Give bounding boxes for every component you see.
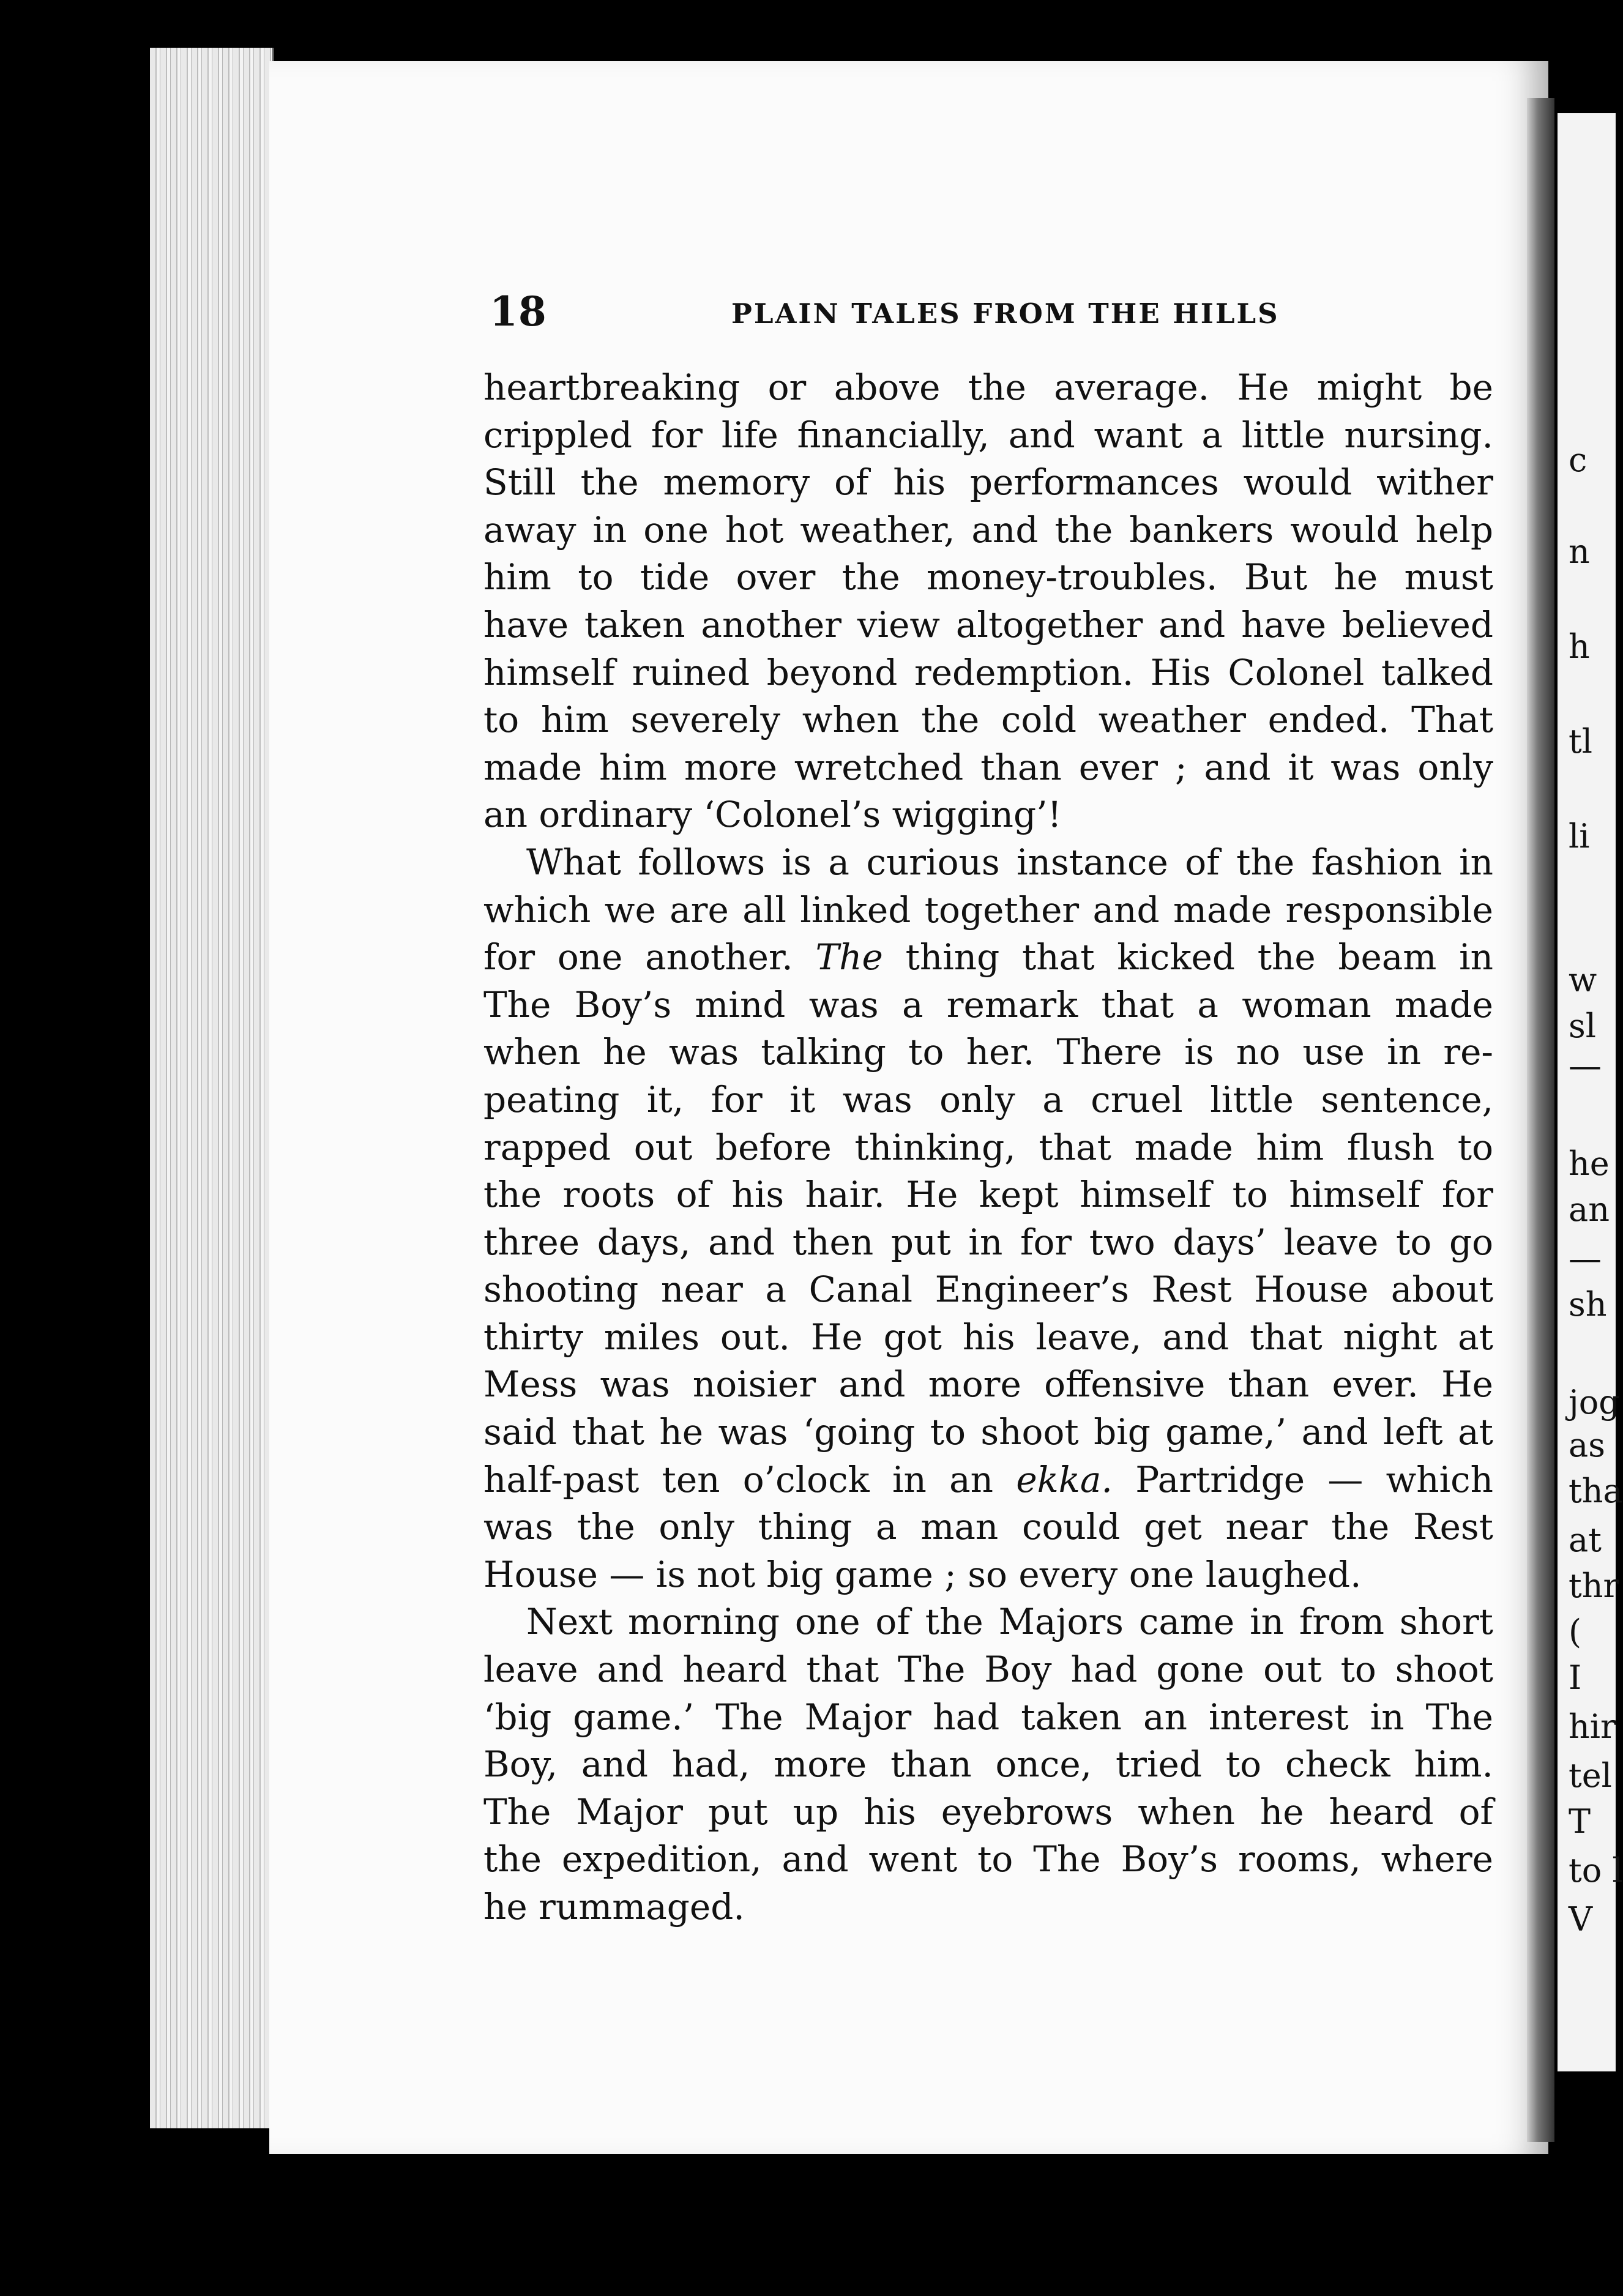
text-line: Next morning one of the Majors came in from short [526,1601,1493,1643]
text-segment: Partridge — which [1135,1458,1494,1500]
facing-fragment: at [1569,1521,1602,1559]
text-line: The Boy’s mind was a remark that a woman made [483,983,1493,1026]
text-line: which we are all linked together and made responsible [483,889,1493,931]
text-line: have taken another view altogether and have believed [483,603,1493,646]
text-line: away in one hot weather, and the bankers would help [483,509,1493,551]
text-segment: for one another. [483,936,793,978]
text-line: The Major put up his eyebrows when he heard of [483,1791,1493,1833]
facing-fragment: tl [1569,722,1592,761]
facing-fragment: as [1569,1426,1605,1464]
text-line: himself ruined beyond redemption. His Colonel talked [483,651,1493,693]
facing-fragment: — [1569,1239,1602,1278]
running-head: PLAIN TALES FROM THE HILLS [731,297,1280,330]
facing-fragment: to l [1569,1851,1623,1890]
book-gutter [1527,98,1554,2142]
text-line-mixed [483,934,1493,982]
text-line: heartbreaking or above the average. He might be [483,367,1493,408]
facing-fragment: ( [1569,1612,1582,1651]
text-line: leave and heard that The Boy had gone out to shoot [483,1649,1493,1691]
text-line: peating it, for it was only a cruel little sentence, [483,1078,1493,1120]
text-line: an ordinary ‘Colonel’s wigging’! [483,794,1062,836]
text-line: Still the memory of his performances would wither [483,461,1493,504]
facing-fragment: sh [1569,1285,1607,1324]
facing-fragment: I [1569,1658,1582,1697]
text-segment: thing that kicked the beam in [905,936,1494,978]
facing-fragment: thr [1569,1567,1619,1605]
facing-fragment: V [1569,1900,1592,1939]
text-segment: half-past ten o’clock in an [483,1458,994,1500]
text-line: said that he was ‘going to shoot big game,’ and left at [483,1411,1493,1453]
text-line: House — is not big game ; so every one laughed. [483,1553,1362,1595]
facing-fragment: jog [1569,1383,1620,1422]
facing-fragment: n [1569,532,1590,571]
text-line: was the only thing a man could get near the Rest [483,1506,1493,1548]
text-line: him to tide over the money-troubles. But he must [483,556,1493,598]
facing-fragment: sl [1569,1007,1596,1045]
facing-fragment: w [1569,961,1597,999]
text-line: the expedition, and went to The Boy’s rooms, where [483,1838,1493,1880]
text-line: Mess was noisier and more offensive than ever. He [483,1363,1493,1406]
facing-fragment: li [1569,817,1590,855]
text-line: shooting near a Canal Engineer’s Rest House about [483,1269,1493,1311]
text-line: three days, and then put in for two days’ leave to go [483,1221,1493,1263]
facing-page-edge [1558,113,1623,2071]
facing-fragment: an [1569,1190,1610,1229]
facing-fragment: he [1569,1144,1610,1183]
text-line: made him more wretched than ever ; and it was only [483,746,1493,788]
facing-fragment: h [1569,627,1590,666]
text-line: when he was talking to her. There is no use in re- [483,1031,1493,1073]
facing-fragment: T [1569,1802,1591,1841]
text-line: Boy, and had, more than once, tried to check him. [483,1743,1493,1786]
italic-word: ekka. [1016,1458,1113,1500]
text-line: to him severely when the cold weather ended. That [483,699,1493,741]
facing-fragment: tha [1569,1472,1623,1510]
italic-emphasis: The [815,936,883,978]
text-line: thirty miles out. He got his leave, and that night at [483,1316,1493,1358]
text-line: the roots of his hair. He kept himself to himself for [483,1174,1493,1216]
facing-fragment: c [1569,441,1588,479]
facing-fragment: — [1569,1046,1602,1085]
page-edges [150,48,274,2128]
body-text [483,364,1493,1931]
text-line: What follows is a curious instance of the fashion in [526,841,1493,883]
text-line: ‘big game.’ The Major had taken an interest in The [483,1696,1493,1738]
page-number: 18 [490,288,547,335]
text-line: crippled for life financially, and want a little nursing. [483,414,1493,456]
page-header [490,288,1280,337]
text-line: rapped out before thinking, that made him flush to [483,1126,1493,1168]
facing-fragment: tel [1569,1756,1612,1795]
text-line-mixed [483,1456,1493,1504]
facing-fragment: hir [1569,1707,1616,1746]
text-line: he rummaged. [483,1886,745,1928]
